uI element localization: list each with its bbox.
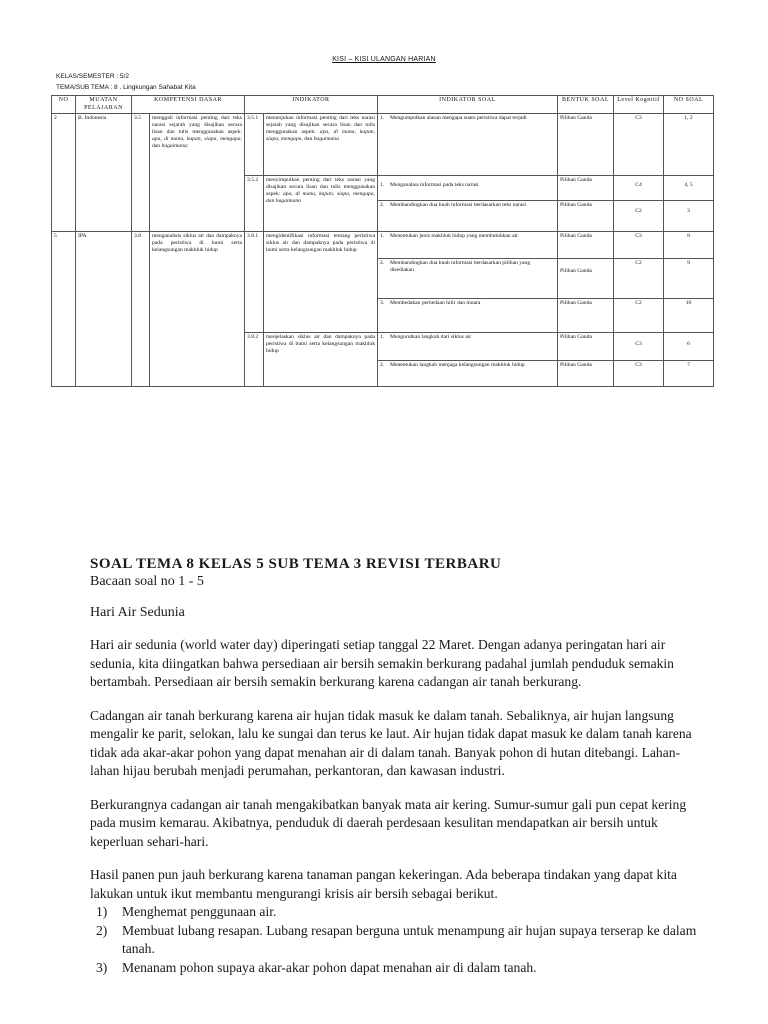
- row-kd-code: 3.8: [132, 232, 150, 387]
- list-text: Membuat lubang resapan. Lubang resapan berguna untuk menampung air hujan supaya terserap ke dalam tanah.: [122, 922, 697, 956]
- list-text: Menanam pohon supaya akar-akar pohon dapat menahan air di dalam tanah.: [122, 959, 537, 975]
- no-soal-value: 3: [687, 208, 690, 214]
- no-soal-value: 6: [687, 341, 690, 347]
- indicator-text: [264, 114, 378, 176]
- level-cell: C2: [614, 259, 664, 299]
- kd-text-italic-end: bagaimana;: [161, 142, 189, 149]
- header-level: Level Kognitif: [614, 96, 664, 114]
- article-subtitle: Bacaan soal no 1 - 5: [90, 574, 204, 589]
- indicator-text: [264, 176, 378, 232]
- item-number: 1.: [380, 334, 385, 340]
- item-number: 1.: [380, 115, 385, 121]
- header-bentuk-soal: BENTUK SOAL: [558, 96, 614, 114]
- level-cell: C3: [614, 361, 664, 387]
- no-soal-cell: [664, 176, 714, 201]
- article-paragraph: Hasil panen pun jauh berkurang karena tanaman pangan kekeringan. Ada beberapa tindakan yang dapat kita lakukan untuk ikut membantu mengurangi krisis air bersih sebagai berikut.: [90, 867, 677, 901]
- no-soal-cell: 10: [664, 299, 714, 333]
- item-text: Menganalisa informasi pada teks narasi: [390, 182, 479, 188]
- item-text: Membandingkan dua buah informasi berdasarkan pilihan yang disediakan: [390, 260, 531, 273]
- item-number: 2.: [380, 202, 385, 208]
- action-list: [90, 903, 700, 977]
- indicator-main: menyimpulkan penting dari teks narasi yang disajikan secara lisan dan tulis menggunakan aspek:: [266, 177, 375, 197]
- indicator-text: menjelaskan siklus air dan dampaknya pada peristiwa di bumi serta kelangsungan makhluk hidup: [264, 333, 378, 387]
- item-text: Membedakan perbedaan hilir dan muara: [390, 300, 481, 306]
- level-cell: C3: [614, 232, 664, 259]
- row-kd-code: 3.5: [132, 114, 150, 232]
- indicator-code: 3.8.2: [245, 333, 264, 387]
- indicator-text: mengidentifikasi informasi tentang peristiwa siklus air dan dampaknya pada peristiwa di bumi serta kelangsungan makhluk hidup: [264, 232, 378, 333]
- indikator-soal-cell: [378, 333, 558, 361]
- item-text: Mengurutkan langkah dari siklus air: [390, 334, 472, 340]
- table-row: [52, 232, 714, 259]
- no-soal-value: 4, 5: [684, 182, 693, 188]
- item-text: Mengumpulkan alasan mengapa suatu peristiwa dapat terjadi: [390, 115, 527, 121]
- row-kd-text: menganalisis siklus air dan dampaknya pada peristiwa di bumi serta kelangsungan makhluk hidup: [150, 232, 245, 387]
- item-number: 1.: [380, 233, 385, 239]
- list-item: [90, 922, 700, 959]
- row-muatan: B. Indonesia: [76, 114, 132, 232]
- article-paragraph: Cadangan air tanah berkurang karena air hujan tidak masuk ke dalam tanah. Sebaliknya, air hujan langsung mengalir ke parit, selokan, lalu ke sungai dan terus ke laut. Air hujan tidak dapat masuk ke dalam tanah karena tidak ada akar-akar pohon yang dapat menahan air di dalam tanah. Banyak pohon di hutan ditebangi. Lahan-lahan hijau berubah menjadi perumahan, perkantoran, dan kawasan industri.: [90, 707, 692, 778]
- bentuk-soal-cell: [558, 259, 614, 299]
- row-no: 5: [52, 232, 76, 387]
- bentuk-soal-cell: Pilihan Ganda: [558, 333, 614, 361]
- indicator-italic: apa, di mana, kapan, siapa, mengapa, dan: [266, 190, 375, 204]
- list-text: Menghemat penggunaan air.: [122, 904, 277, 919]
- indikator-soal-cell: [378, 232, 558, 259]
- item-number: 1.: [380, 182, 385, 188]
- indikator-soal-cell: [378, 114, 558, 176]
- tema-subtema: TEMA/SUB TEMA : 8 . Lingkungan Sahabat Kita: [56, 84, 196, 91]
- header-no-soal: NO SOAL: [664, 96, 714, 114]
- indicator-italic: apa, di mana, kapan, siapa, mengapa,: [266, 128, 375, 142]
- bentuk-soal-cell: Pilihan Ganda: [558, 361, 614, 387]
- bentuk-soal-cell: Pilihan Ganda: [558, 201, 614, 232]
- indicator-main: menunjukan informasi penting dari teks narasi sejarah yang disajikan secara lisan dan tulis menggunakan aspek:: [266, 115, 375, 135]
- bentuk-soal-cell: Pilihan Ganda: [558, 299, 614, 333]
- row-muatan: IPA: [76, 232, 132, 387]
- no-soal-cell: 1, 2: [664, 114, 714, 176]
- no-soal-cell: [664, 201, 714, 232]
- indikator-soal-cell: [378, 176, 558, 201]
- indicator-and: dan: [304, 135, 313, 142]
- no-soal-cell: 8: [664, 232, 714, 259]
- header-kompetensi-dasar: KOMPETENSI DASAR: [132, 96, 245, 114]
- table-row: [52, 114, 714, 176]
- kelas-semester: KELAS/SEMESTER : 5/2: [56, 73, 129, 80]
- bentuk-soal-cell: Pilihan Ganda: [558, 232, 614, 259]
- no-soal-cell: [664, 333, 714, 361]
- no-soal-cell: 9: [664, 259, 714, 299]
- article-heading: Hari Air Sedunia: [90, 605, 185, 620]
- kd-text-main: menggali informasi penting dari teks narasi sejarah yang disajikan secara lisan dan tulis menggunakan aspek:: [152, 115, 242, 135]
- list-number: 3): [96, 959, 108, 975]
- indicator-code: 3.5.2: [245, 176, 264, 232]
- bentuk-soal-cell: Pilihan Ganda: [558, 176, 614, 201]
- no-soal-cell: 7: [664, 361, 714, 387]
- level-cell: [614, 201, 664, 232]
- row-kd-text: [150, 114, 245, 232]
- indicator-italic-end: bagaimana: [313, 135, 339, 142]
- header-no: NO: [52, 96, 76, 114]
- level-value: C4: [635, 182, 642, 188]
- level-value: C2: [635, 208, 642, 214]
- list-number: 2): [96, 922, 108, 938]
- table-header-row: [52, 96, 714, 114]
- indikator-soal-cell: [378, 361, 558, 387]
- indicator-code: 3.5.1: [245, 114, 264, 176]
- item-text: Membandingkan dua buah informasi berdasarkan teks narasi: [390, 202, 527, 208]
- indicator-italic-end: bagaimana: [275, 197, 301, 204]
- header-muatan: MUATAN PELAJARAN: [76, 96, 132, 114]
- list-number: 1): [96, 904, 108, 919]
- indikator-soal-cell: [378, 201, 558, 232]
- item-text: Menentukan langkah menjaga kelangsungan makhluk hidup: [390, 362, 525, 368]
- indikator-soal-cell: [378, 299, 558, 333]
- item-number: 2.: [380, 260, 385, 266]
- kd-text-and: dan: [152, 142, 161, 149]
- article-paragraph: Hari air sedunia (world water day) diperingati setiap tanggal 22 Maret. Dengan adanya peringatan hari air sedunia, kita diingatkan bahwa persediaan air bersih semakin berkurang padahal jumlah penduduk semakin bertambah. Persediaan air bersih semakin berkurang karena cadangan air tanah berkurang.: [90, 637, 674, 689]
- item-number: 2.: [380, 362, 385, 368]
- level-cell: [614, 333, 664, 361]
- list-item: [90, 959, 700, 978]
- list-item: [90, 903, 700, 922]
- item-number: 3.: [380, 300, 385, 306]
- item-text: Menentukan jenis makhluk hidup yang membutuhkan air: [390, 233, 519, 239]
- bentuk-soal-cell: Pilihan Ganda: [558, 114, 614, 176]
- header-indikator-soal: INDIKATOR SOAL: [378, 96, 558, 114]
- article-paragraph: Berkurangnya cadangan air tanah mengakibatkan banyak mata air kering. Sumur-sumur gali pun cepat kering pada musim kemarau. Akibatnya, penduduk di daerah perdesaan kesulitan mendapatkan air bersih untuk keperluan sehari-hari.: [90, 796, 687, 849]
- bentuk-value: Pilihan Ganda: [560, 268, 592, 274]
- kisi-table: [51, 95, 714, 387]
- level-cell: C2: [614, 299, 664, 333]
- level-value: C3: [635, 341, 642, 347]
- indikator-soal-cell: [378, 259, 558, 299]
- level-cell: [614, 176, 664, 201]
- header-indikator: INDIKATOR: [245, 96, 378, 114]
- article-title: SOAL TEMA 8 KELAS 5 SUB TEMA 3 REVISI TERBARU: [90, 556, 502, 572]
- indicator-code: 3.8.1: [245, 232, 264, 333]
- sheet-title: KISI – KISI ULANGAN HARIAN: [332, 56, 436, 63]
- reading-article: [90, 556, 700, 977]
- row-no: 2: [52, 114, 76, 232]
- level-cell: C3: [614, 114, 664, 176]
- kd-text-italic: apa, di mana, kapan, siapa, mengapa,: [152, 135, 242, 142]
